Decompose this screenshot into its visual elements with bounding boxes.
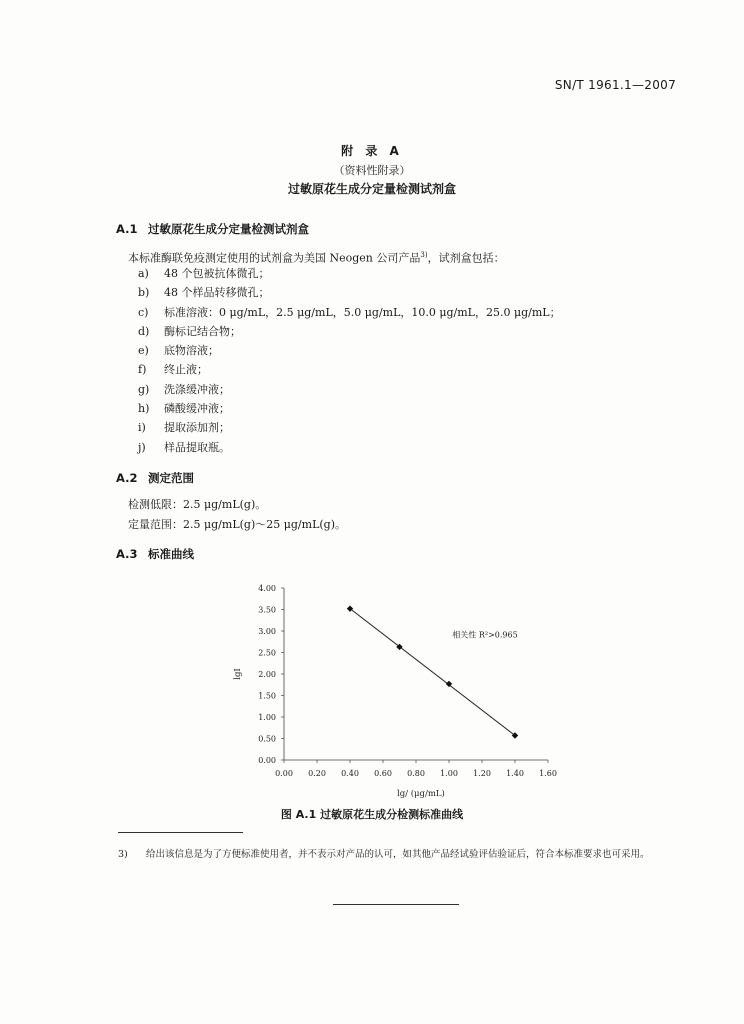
item-label: e) — [138, 344, 149, 358]
item-text: 48 个包被抗体微孔； — [164, 267, 270, 280]
item-text: 提取添加剂； — [164, 421, 230, 435]
footnote-text: 给出该信息是为了方便标准使用者，并不表示对产品的认可，如其他产品经试验评估验证后，符合本标准要求也可采用。 — [146, 849, 650, 860]
section-title: 过敏原花生成分定量检测试剂盒 — [148, 222, 309, 236]
list-item — [138, 380, 561, 399]
standard-code: SN/T 1961.1—2007 — [554, 78, 676, 92]
a1-intro-tail: ，试剂盒包括： — [427, 251, 505, 265]
x-tick-label: 0.80 — [407, 769, 425, 778]
x-tick-label: 0.40 — [341, 769, 359, 778]
item-text: 48 个样品转移微孔； — [164, 286, 270, 300]
section-a1-heading — [116, 221, 309, 237]
y-tick-label: 3.50 — [258, 605, 276, 615]
appendix-label: 附 录 A — [341, 144, 403, 158]
x-tick-label: 1.40 — [506, 769, 524, 778]
list-item — [138, 438, 561, 457]
section-a2-heading — [116, 470, 194, 486]
list-item — [138, 303, 561, 322]
item-label: g) — [138, 382, 150, 396]
x-tick-label: 1.00 — [440, 769, 458, 778]
y-tick-label: 3.00 — [258, 627, 276, 636]
x-tick-label: 1.20 — [473, 769, 491, 778]
detection-limit: 检测低限：2.5 μg/mL(g)。 — [128, 498, 267, 511]
item-text: 底物溶液； — [164, 344, 219, 358]
item-label: b) — [138, 286, 150, 300]
x-axis-label: lg/ (μg/mL) — [396, 789, 445, 799]
item-label: a) — [138, 267, 149, 280]
section-number: A.3 — [116, 547, 138, 561]
fit-line — [350, 609, 518, 736]
end-divider — [333, 904, 459, 905]
list-item — [138, 418, 561, 437]
quantitation-range: 定量范围：2.5 μg/mL(g)～25 μg/mL(g)。 — [128, 518, 346, 531]
x-tick-label: 1.60 — [539, 769, 557, 778]
footnote-ref: 3) — [420, 251, 428, 259]
item-text: 酶标记结合物； — [164, 324, 241, 338]
y-tick-label: 0.00 — [258, 756, 276, 765]
figure-caption: 图 A.1 过敏原花生成分检测标准曲线 — [280, 808, 464, 821]
item-text: 磷酸缓冲液； — [164, 402, 230, 416]
section-a3-heading — [116, 546, 194, 562]
footnote — [118, 845, 686, 865]
a1-intro-text: 本标准酶联免疫测定使用的试剂盒为美国 Neogen 公司产品 — [128, 251, 421, 265]
item-label: h) — [138, 402, 150, 416]
list-item — [138, 341, 561, 360]
x-tick-label: 0.00 — [275, 769, 293, 778]
item-text: 终止液； — [164, 363, 208, 377]
list-item — [138, 264, 561, 283]
item-text: 样品提取瓶。 — [164, 440, 230, 454]
y-tick-label: 1.00 — [258, 713, 276, 722]
section-number: A.1 — [116, 222, 138, 236]
standard-curve-chart — [232, 580, 572, 800]
x-tick-label: 0.60 — [374, 769, 392, 778]
item-label: j) — [138, 440, 146, 454]
y-tick-label: 4.00 — [258, 584, 276, 593]
y-tick-label: 2.50 — [258, 648, 276, 658]
y-tick-label: 0.50 — [258, 734, 276, 744]
correlation-annotation: 相关性 R²>0.965 — [452, 630, 518, 640]
item-text: 标准溶液：0 μg/mL，2.5 μg/mL，5.0 μg/mL，10.0 μg/mL，25.0 μg/mL； — [164, 305, 561, 319]
appendix-type: （资料性附录） — [333, 164, 411, 177]
section-title: 测定范围 — [148, 471, 194, 485]
appendix-title: 过敏原花生成分定量检测试剂盒 — [287, 182, 456, 196]
y-tick-label: 1.50 — [258, 691, 276, 701]
y-tick-label: 2.00 — [258, 670, 276, 679]
item-text: 洗涤缓冲液； — [164, 382, 230, 396]
item-label: d) — [138, 324, 150, 338]
list-item — [138, 283, 561, 302]
kit-items-list — [138, 264, 561, 457]
list-item — [138, 322, 561, 341]
x-tick-label: 0.20 — [308, 769, 326, 778]
y-axis-label: lgI — [233, 668, 243, 680]
item-label: c) — [138, 305, 149, 319]
section-title: 标准曲线 — [148, 547, 194, 561]
footnote-mark: 3) — [118, 849, 128, 860]
item-label: f) — [138, 363, 147, 377]
list-item — [138, 360, 561, 379]
section-number: A.2 — [116, 471, 138, 485]
footnote-divider — [118, 832, 243, 833]
list-item — [138, 399, 561, 418]
item-label: i) — [138, 421, 146, 435]
